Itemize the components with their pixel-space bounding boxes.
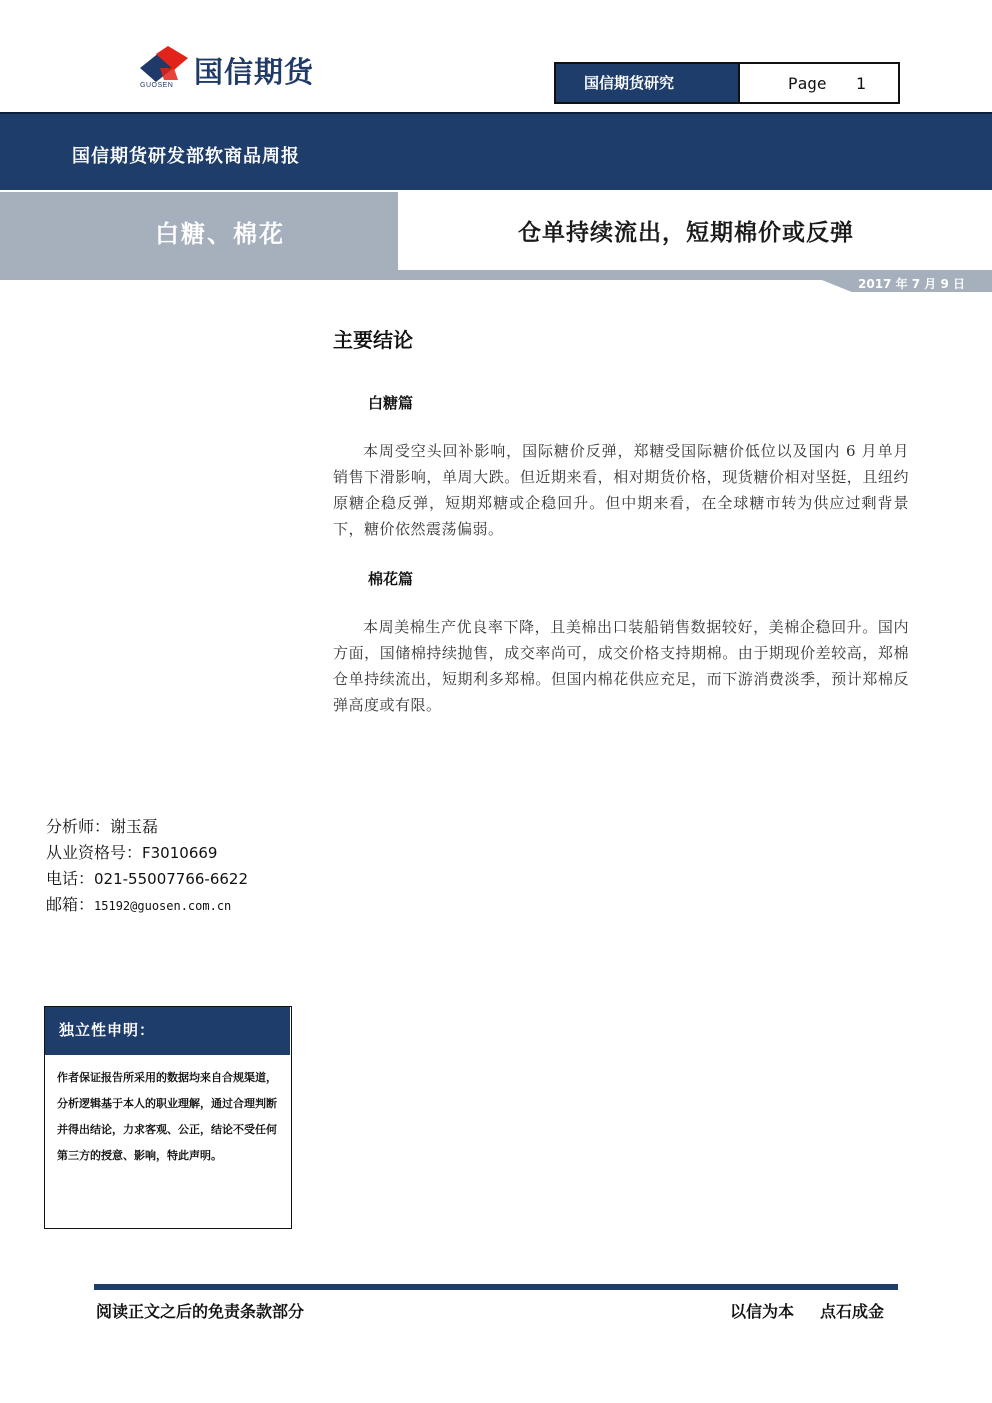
footer-rule (94, 1284, 898, 1290)
phone-line (46, 866, 248, 889)
logo-text: 国信期货 (194, 55, 315, 89)
email-label: 邮箱： (46, 895, 95, 914)
license-label: 从业资格号： (46, 843, 143, 862)
section-title: 主要结论 (333, 328, 413, 352)
page-number: 1 (856, 74, 867, 93)
statement-body: 作者保证报告所采用的数据均来自合规渠道， 分析逻辑基于本人的职业理解，通过合理判断 并得出结论，力求客观、公正，结论不受任何第三方的授意、影响，特此声明。 (57, 1071, 277, 1162)
email-address: 15192@guosen.com.cn (94, 899, 232, 913)
phone-number: 021-55007766-6622 (94, 870, 248, 888)
analyst-line (46, 814, 158, 837)
cotton-subtitle: 棉花篇 (368, 570, 414, 588)
category-block (0, 192, 398, 270)
report-date: 2017 年 7 月 9 日 (858, 277, 965, 291)
research-page-box (554, 62, 900, 104)
cotton-paragraph: 本周美棉生产优良率下降，且美棉出口装船销售数据较好，美棉企稳回升。国内方面，国储棉持续抛售，成交率尚可，成交价格支持期棉。由于期现价差较高，郑棉仓单持续流出，短期利多郑棉。但国内棉花供应充足，而下游消费淡季，预计郑棉反弹高度或有限。 (333, 618, 909, 714)
disclaimer-note: 阅读正文之后的免责条款部分 (96, 1302, 305, 1321)
logo-subtext: GUOSEN (140, 82, 174, 89)
email-line (46, 892, 231, 915)
report-series-title: 国信期货研发部软商品周报 (72, 146, 300, 167)
sugar-subtitle: 白糖篇 (368, 394, 414, 412)
slogan-part-2: 点石成金 (820, 1302, 885, 1321)
analyst-name: 谢玉磊 (110, 817, 159, 836)
footer-slogan (730, 1299, 884, 1322)
page-label: Page (788, 74, 827, 93)
report-banner (0, 112, 992, 190)
statement-header (45, 1007, 290, 1055)
statement-title: 独立性申明： (59, 1021, 156, 1039)
phone-label: 电话： (46, 869, 95, 888)
research-label: 国信期货研究 (556, 64, 740, 102)
sugar-paragraph: 本周受空头回补影响，国际糖价反弹，郑糖受国际糖价低位以及国内 6 月单月销售下滑影响，单周大跌。但近期来看，相对期货价格，现货糖价相对坚挺，且纽约原糖企稳反弹，短期郑糖或企稳回升。但中期来看，在全球糖市转为供应过剩背景下，糖价依然震荡偏弱。 (333, 442, 909, 538)
slogan-part-1: 以信为本 (730, 1302, 795, 1321)
license-line (46, 840, 217, 863)
independence-statement-box (44, 1006, 292, 1229)
license-number: F3010669 (142, 844, 218, 862)
company-logo (138, 46, 378, 98)
analyst-label: 分析师： (46, 817, 111, 836)
report-headline: 仓单持续流出，短期棉价或反弹 (518, 219, 854, 246)
category-label: 白糖、棉花 (155, 220, 285, 248)
